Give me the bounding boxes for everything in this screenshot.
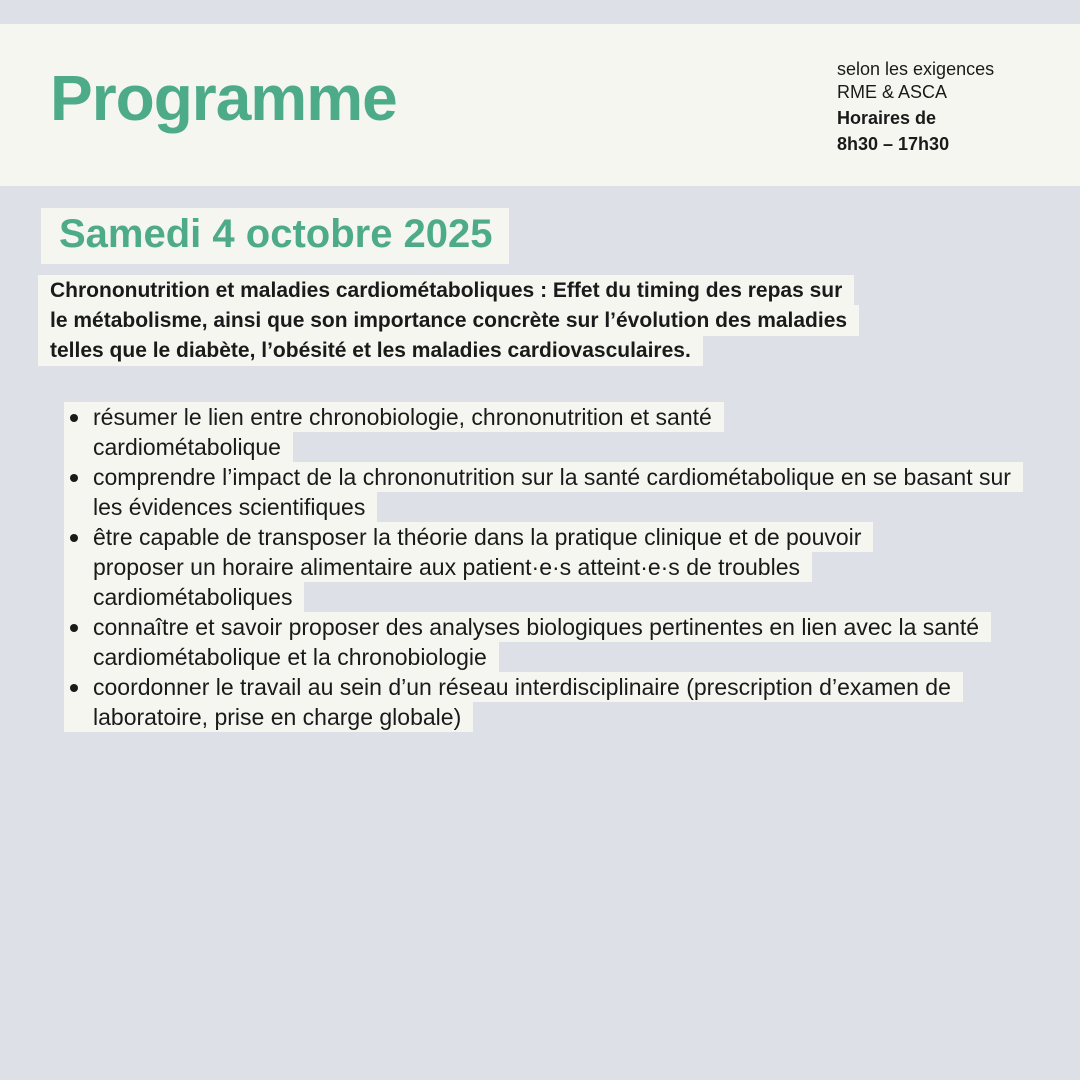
bullet-icon bbox=[70, 414, 78, 422]
session-date: Samedi 4 octobre 2025 bbox=[41, 208, 509, 264]
subject-line: Chrononutrition et maladies cardiométaboliques : Effet du timing des repas sur bbox=[38, 275, 854, 306]
objectives-list bbox=[64, 402, 1011, 732]
objective-item bbox=[64, 612, 983, 672]
bullet-icon bbox=[70, 624, 78, 632]
objective-text: connaître et savoir proposer des analyses biologiques pertinentes en lien avec la santé cardiométabolique et la chronobiologie bbox=[93, 612, 991, 672]
hours-value: 8h30 – 17h30 bbox=[837, 134, 950, 154]
header-meta bbox=[837, 58, 1057, 156]
hours-label: Horaires de bbox=[837, 108, 937, 128]
subject-line: le métabolisme, ainsi que son importance concrète sur l’évolution des maladies bbox=[38, 305, 859, 336]
bullet-icon bbox=[70, 684, 78, 692]
requirements-line-2: RME & ASCA bbox=[837, 82, 948, 102]
page-title: Programme bbox=[50, 62, 397, 134]
objective-text: être capable de transposer la théorie dans la pratique clinique et de pouvoir proposer un horaire alimentaire aux patient·e·s atteint·e·s de troubles cardiométaboliques bbox=[93, 522, 873, 612]
bullet-icon bbox=[70, 534, 78, 542]
objective-item bbox=[64, 522, 938, 612]
objective-item bbox=[64, 672, 963, 732]
objective-item bbox=[64, 402, 863, 462]
session-subject bbox=[38, 276, 998, 366]
objective-text: résumer le lien entre chronobiologie, chrononutrition et santé cardiométabolique bbox=[93, 402, 724, 462]
bullet-icon bbox=[70, 474, 78, 482]
objective-item bbox=[64, 462, 1013, 522]
objective-text: coordonner le travail au sein d’un réseau interdisciplinaire (prescription d’examen de laboratoire, prise en charge globale) bbox=[93, 672, 963, 732]
requirements-line-1: selon les exigences bbox=[837, 59, 995, 79]
objective-text: comprendre l’impact de la chrononutrition sur la santé cardiométabolique en se basant sur les évidences scientifiques bbox=[93, 462, 1023, 522]
subject-line: telles que le diabète, l’obésité et les maladies cardiovasculaires. bbox=[38, 335, 703, 366]
